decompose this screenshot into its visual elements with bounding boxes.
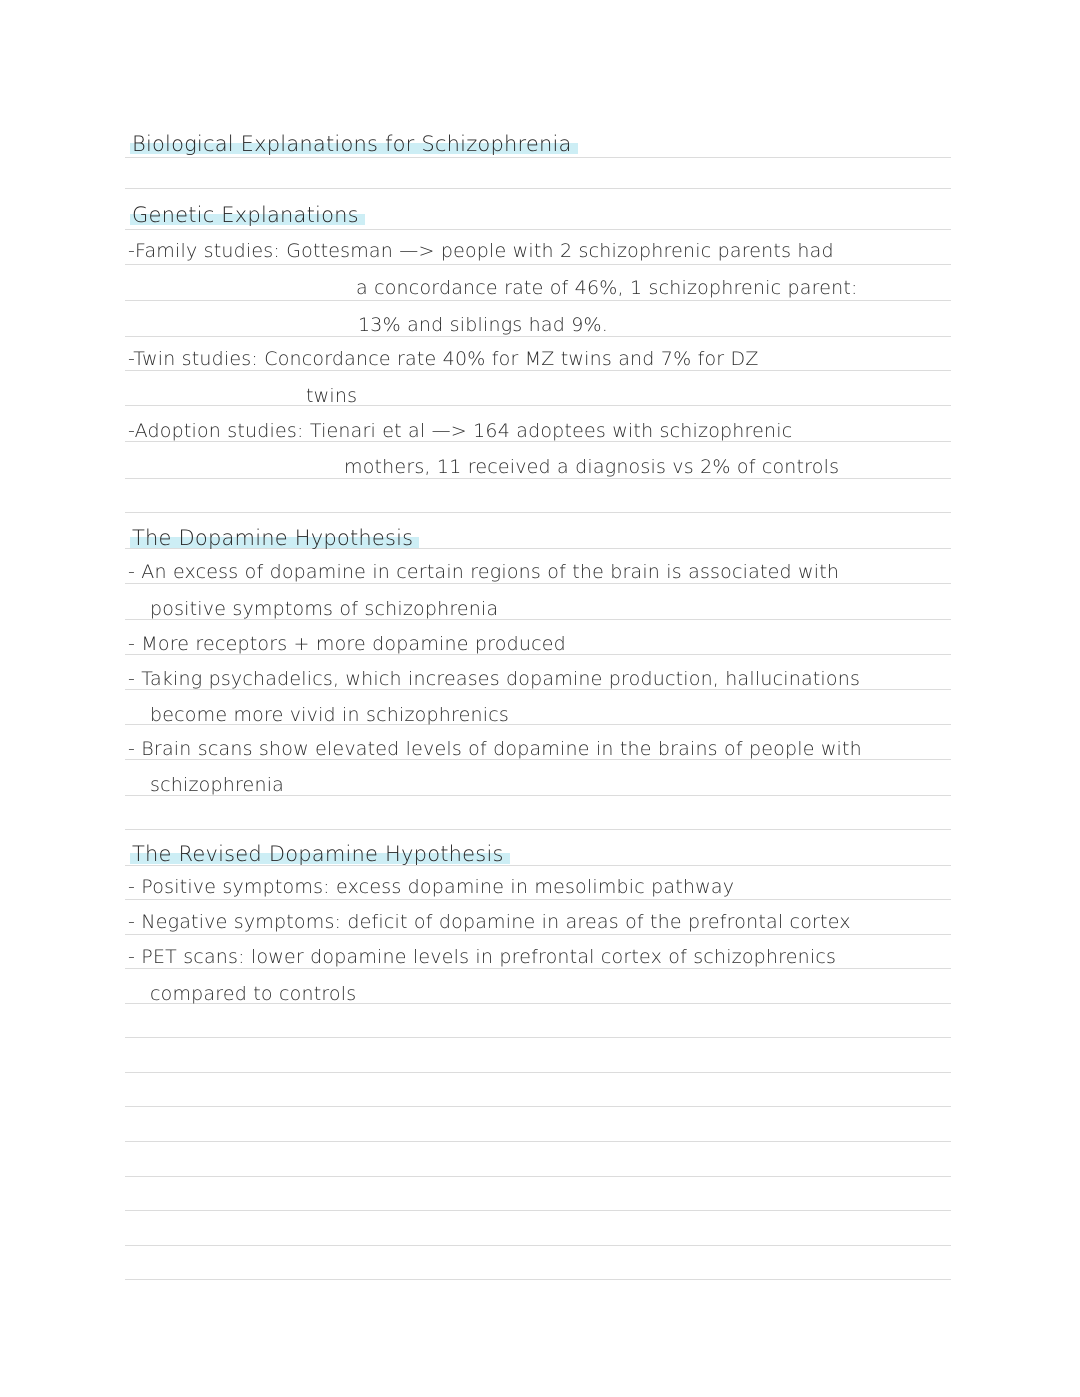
page-title [130,132,578,156]
rule-line [125,1037,951,1038]
rule-line [125,968,951,969]
rule-line [125,405,951,406]
rule-line [125,899,951,900]
section-heading-text: The Revised Dopamine Hypothesis [130,842,510,866]
rule-line [125,1245,951,1246]
note-line: - PET scans: lower dopamine levels in prefrontal cortex of schizophrenics [128,946,837,968]
rule-line [125,1141,951,1142]
rule-line [125,1072,951,1073]
note-line: twins [306,385,358,407]
rule-line [125,1210,951,1211]
rule-line [125,512,951,513]
note-line: schizophrenia [150,774,285,796]
rule-line [125,300,951,301]
section-heading-genetic [130,203,365,227]
note-line: compared to controls [150,983,357,1005]
note-line: a concordance rate of 46%, 1 schizophrenic parent: [356,277,858,299]
rule-line [125,478,951,479]
rule-line [125,264,951,265]
note-line: -Adoption studies: Tienari et al —> 164 adoptees with schizophrenic [128,420,793,442]
note-line: - An excess of dopamine in certain regions of the brain is associated with [128,561,840,583]
rule-line [125,188,951,189]
note-line: mothers, 11 received a diagnosis vs 2% of controls [344,456,840,478]
note-line: - More receptors + more dopamine produced [128,633,566,655]
section-heading-dopamine [130,526,419,550]
section-heading-text: The Dopamine Hypothesis [130,526,419,550]
note-line: -Twin studies: Concordance rate 40% for MZ twins and 7% for DZ [128,348,759,370]
rule-line [125,370,951,371]
note-line: -Family studies: Gottesman —> people with 2 schizophrenic parents had [128,240,834,262]
note-line: - Taking psychadelics, which increases dopamine production, hallucinations [128,668,861,690]
note-line: become more vivid in schizophrenics [150,704,509,726]
note-line: - Brain scans show elevated levels of dopamine in the brains of people with [128,738,862,760]
rule-line [125,1106,951,1107]
rule-line [125,336,951,337]
rule-line [125,1176,951,1177]
section-heading-revised-dopamine [130,842,510,866]
page-title-text: Biological Explanations for Schizophrenia [130,132,578,156]
section-heading-text: Genetic Explanations [130,203,365,227]
note-line: 13% and siblings had 9%. [358,314,609,336]
rule-line [125,829,951,830]
rule-line [125,583,951,584]
rule-line [125,229,951,230]
note-line: - Negative symptoms: deficit of dopamine in areas of the prefrontal cortex [128,911,851,933]
rule-line [125,934,951,935]
note-line: positive symptoms of schizophrenia [150,598,499,620]
note-line: - Positive symptoms: excess dopamine in mesolimbic pathway [128,876,735,898]
rule-line [125,157,951,158]
rule-line [125,1279,951,1280]
